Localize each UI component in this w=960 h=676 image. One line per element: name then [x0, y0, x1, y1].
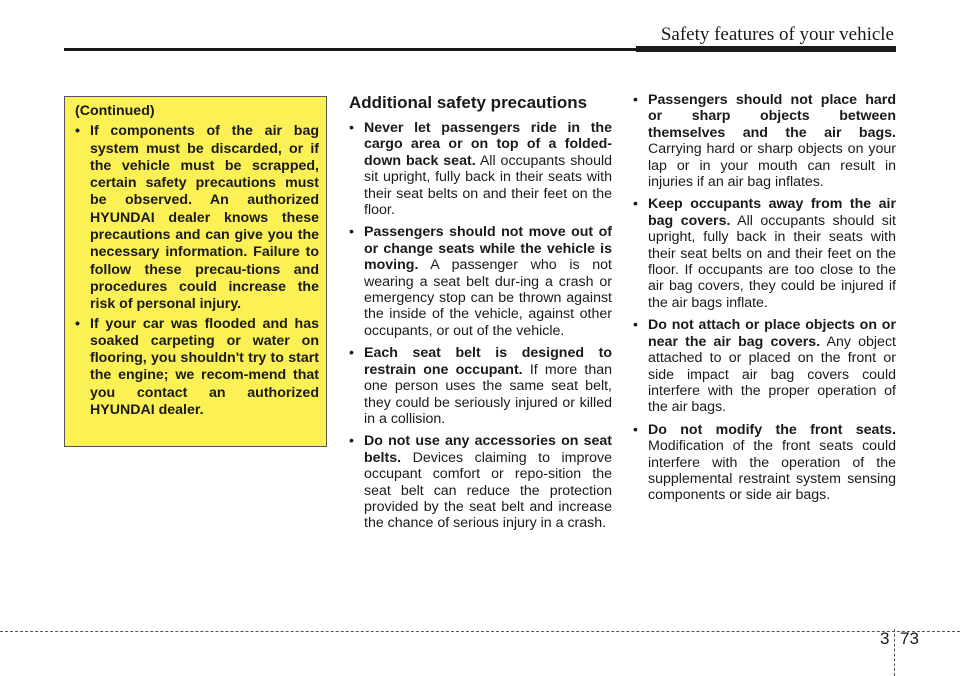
precaution-item	[633, 92, 896, 190]
footer-rule	[0, 631, 960, 632]
page-number: 73	[900, 629, 919, 648]
precaution-lead: Never let passengers ride in the cargo area or on top of a folded-down back seat.	[364, 120, 612, 169]
precaution-lead: Keep occupants away from the air bag covers.	[648, 196, 896, 229]
precaution-list-continued	[633, 92, 896, 504]
page-number-divider	[894, 629, 895, 676]
precaution-body: If more than one person uses the same seat belt, they could be seriously injured or killed in a collision.	[364, 361, 612, 427]
precaution-body: All occupants should sit upright, fully back in their seats with their seat belts on and their feet on the floor. If occupants are too close to the air bag covers, they could be injured if the air bags inflate.	[648, 212, 896, 311]
precaution-item	[633, 317, 896, 415]
warning-list	[75, 123, 319, 419]
precaution-list	[349, 120, 612, 532]
continued-label: (Continued)	[75, 103, 155, 119]
column-middle	[349, 92, 612, 538]
precaution-body: Modification of the front seats could interfere with the operation of the supplemental restraint system sensing components or side air bags.	[648, 438, 896, 504]
precaution-item	[349, 120, 612, 218]
precaution-lead: Passengers should not place hard or sharp objects between themselves and the air bags.	[648, 92, 896, 141]
section-title: Additional safety precautions	[349, 93, 588, 112]
precaution-body: Carrying hard or sharp objects on your lap or in your mouth can result in injuries if an air bag inflates.	[648, 141, 896, 191]
section-header-title: Safety features of your vehicle	[660, 24, 894, 45]
precaution-item	[633, 196, 896, 311]
precaution-body: All occupants should sit upright, fully back in their seats with their seat belts on and their feet on the floor.	[364, 152, 612, 219]
precaution-lead: Passengers should not move out of or change seats while the vehicle is moving.	[364, 224, 612, 274]
warning-item: • If components of the air bag system must be discarded, or if the vehicle must be scrapped, certain safety precautions must be observed. An authorized HYUNDAI dealer knows these precautions and can give you the necessary information. Failure to follow these precau-tions and procedures could increase the risk of personal injury.	[75, 123, 319, 313]
precaution-item	[349, 224, 612, 339]
precaution-item	[349, 345, 612, 427]
precaution-body: A passenger who is not wearing a seat belt dur-ing a crash or emergency stop can be thrown against the inside of the vehicle, against other occupants, or out of the vehicle.	[364, 257, 612, 339]
precaution-lead: Do not use any accessories on seat belts.	[364, 433, 612, 466]
precaution-item	[349, 433, 612, 531]
precaution-body: Devices claiming to improve occupant comfort or repo-sition the seat belt can reduce the protection provided by the seat belt and increase the chance of serious injury in a crash.	[364, 449, 612, 532]
precaution-lead: Each seat belt is designed to restrain one occupant.	[364, 345, 612, 378]
chapter-number: 3	[880, 629, 890, 648]
precaution-lead: Do not modify the front seats.	[648, 421, 896, 438]
precaution-lead: Do not attach or place objects on or near the air bag covers.	[648, 317, 896, 350]
precaution-item	[633, 422, 896, 504]
column-right	[633, 92, 896, 510]
warning-item: • If your car was flooded and has soaked carpeting or water on flooring, you shouldn't try to start the engine; we recom-mend that you contact an authorized HYUNDAI dealer.	[75, 316, 319, 420]
warning-box	[64, 96, 327, 447]
precaution-body: Any object attached to or placed on the front or side impact air bag covers could interfere with the proper operation of the air bags.	[648, 333, 896, 416]
header-rule-accent	[636, 46, 896, 52]
